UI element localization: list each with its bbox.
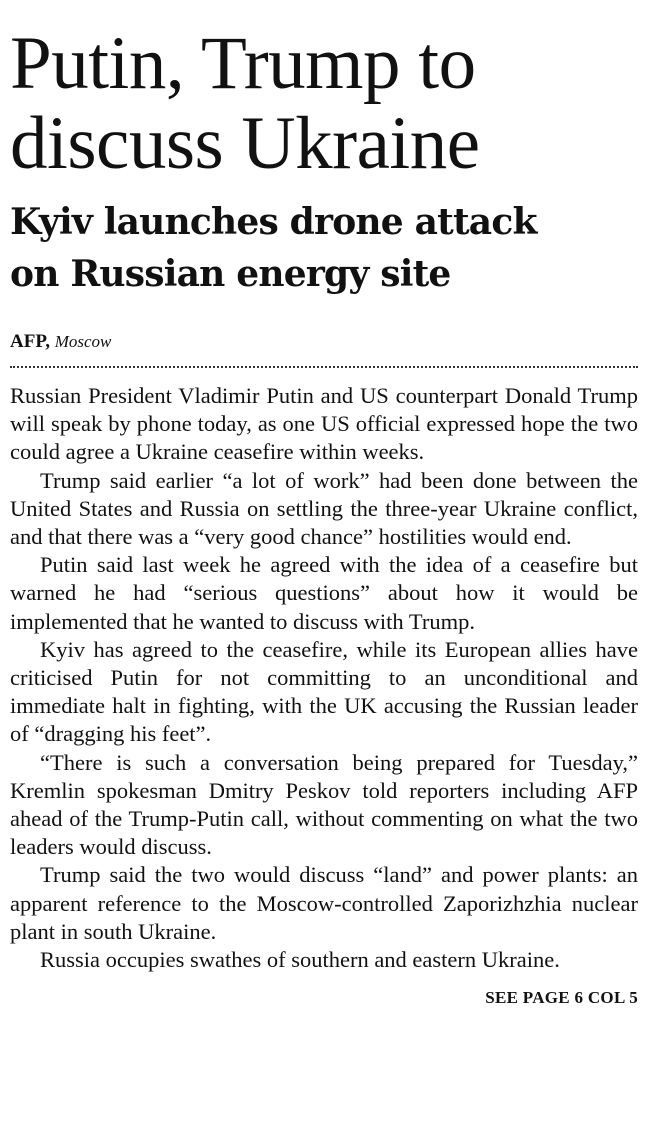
headline	[10, 24, 638, 184]
paragraph-5: “There is such a conversation being prepared for Tuesday,” Kremlin spokesman Dmitry Peskov told reporters including AFP ahead of the Trump-Putin call, without commenting on what the two leaders would discuss.	[10, 749, 638, 860]
continuation-note: SEE PAGE 6 COL 5	[485, 988, 638, 1008]
byline-agency: AFP,	[10, 331, 50, 352]
headline-line-1: Putin, Trump to	[10, 22, 476, 105]
paragraph-1: Russian President Vladimir Putin and US counterpart Donald Trump will speak by phone today, as one US official expressed hope the two could agree a Ukraine ceasefire within weeks.	[10, 383, 638, 465]
paragraph-7: Russia occupies swathes of southern and eastern Ukraine.	[40, 947, 560, 973]
subhead-line-2: on Russian energy site	[10, 253, 451, 295]
paragraph-6: Trump said the two would discuss “land” and power plants: an apparent reference to the Moscow-controlled Zaporizhzhia nuclear plant in south Ukraine.	[10, 862, 638, 944]
dotted-divider	[10, 366, 638, 368]
headline-line-2: discuss Ukraine	[10, 102, 480, 185]
paragraph-4: Kyiv has agreed to the ceasefire, while its European allies have criticised Putin for not committing to an unconditional and immediate halt in fighting, with the UK accusing the Russian leader of “dragging his feet”.	[10, 636, 638, 747]
byline	[10, 330, 638, 354]
subhead-line-1: Kyiv launches drone attack	[10, 201, 537, 243]
subheadline	[10, 196, 638, 300]
paragraph-2: Trump said earlier “a lot of work” had been done between the United States and Russia on settling the three-year Ukraine conflict, and that there was a “very good chance” hostilities would end.	[10, 467, 638, 550]
article-body	[10, 382, 638, 974]
news-article	[10, 24, 638, 1008]
paragraph-3: Putin said last week he agreed with the idea of a ceasefire but warned he had “serious questions” about how it would be implemented that he wanted to discuss with Trump.	[10, 552, 638, 634]
byline-location: Moscow	[54, 332, 112, 351]
